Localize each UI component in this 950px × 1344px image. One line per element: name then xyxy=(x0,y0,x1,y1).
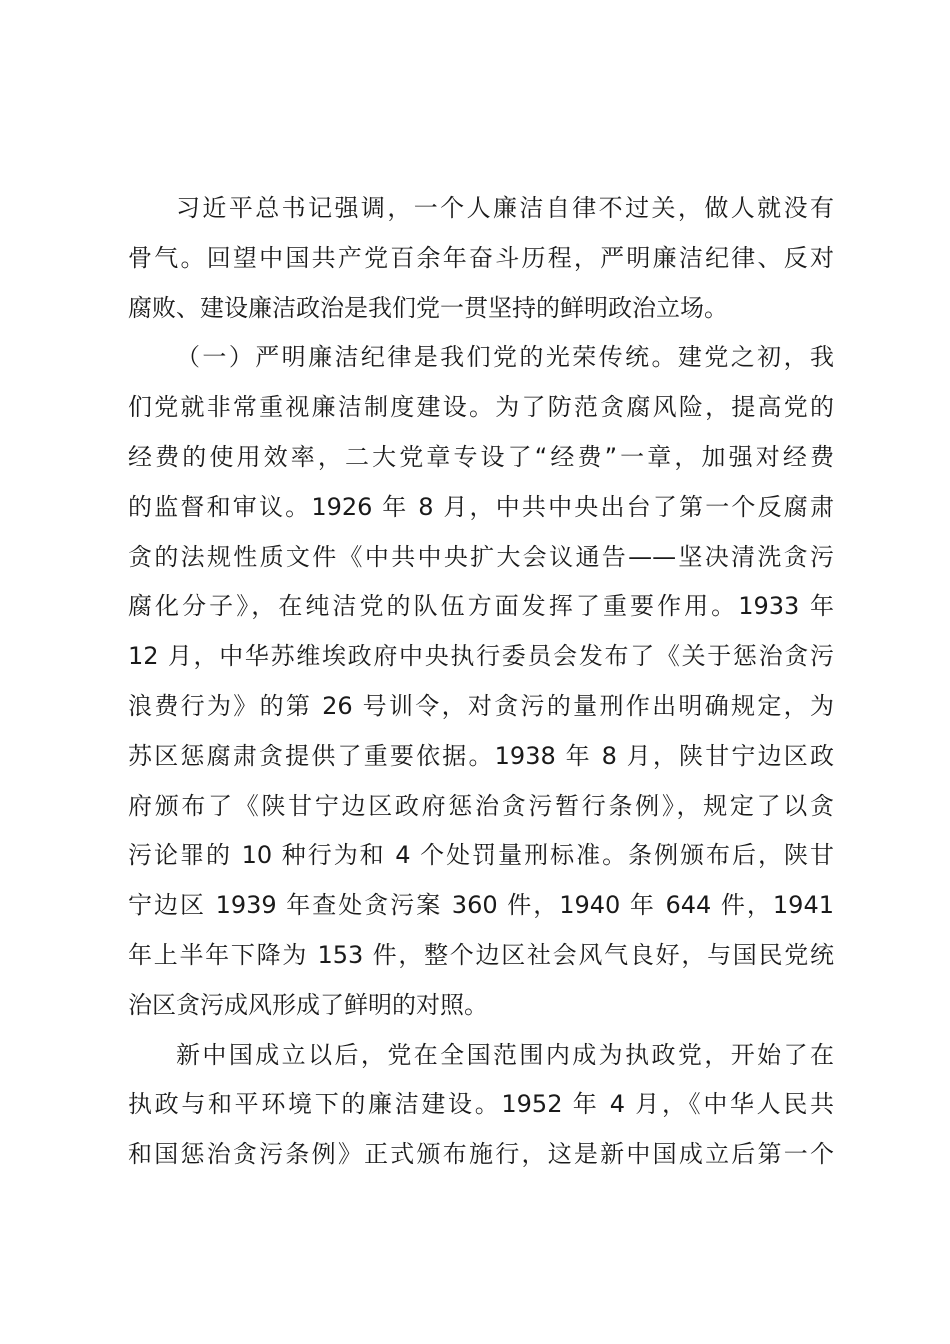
text-line: 经费的使用效率，二大党章专设了“经费”一章，加强对经费 xyxy=(128,442,834,471)
text-line: 和国惩治贪污条例》正式颁布施行，这是新中国成立后第一个 xyxy=(128,1140,834,1169)
text-line: 府颁布了《陕甘宁边区政府惩治贪污暂行条例》，规定了以贪 xyxy=(128,791,834,820)
text-line: 苏区惩腐肃贪提供了重要依据。1938 年 8 月，陕甘宁边区政 xyxy=(128,741,834,770)
text-line: 执政与和平环境下的廉洁建设。1952 年 4 月，《中华人民共 xyxy=(128,1090,834,1119)
text-line: 新中国成立以后，党在全国范围内成为执政党，开始了在 xyxy=(176,1040,834,1069)
paragraph-3 xyxy=(128,1031,834,1180)
text-line: 治区贪污成风形成了鲜明的对照。 xyxy=(128,990,488,1019)
paragraph-2 xyxy=(128,333,834,1030)
paragraph-1 xyxy=(128,184,834,333)
text-line: 腐败、建设廉洁政治是我们党一贯坚持的鲜明政治立场。 xyxy=(128,293,728,322)
text-line: 的监督和审议。1926 年 8 月，中共中央出台了第一个反腐肃 xyxy=(128,492,834,521)
text-line: 宁边区 1939 年查处贪污案 360 件，1940 年 644 件，1941 xyxy=(128,891,834,920)
text-line: （一）严明廉洁纪律是我们党的光荣传统。建党之初，我 xyxy=(176,343,834,372)
text-line: 年上半年下降为 153 件，整个边区社会风气良好，与国民党统 xyxy=(128,940,834,969)
document-body xyxy=(128,184,834,1180)
text-line: 骨气。回望中国共产党百余年奋斗历程，严明廉洁纪律、反对 xyxy=(128,243,834,272)
text-line: 腐化分子》，在纯洁党的队伍方面发挥了重要作用。1933 年 xyxy=(128,592,834,621)
text-line: 浪费行为》的第 26 号训令，对贪污的量刑作出明确规定，为 xyxy=(128,691,834,720)
text-line: 贪的法规性质文件《中共中央扩大会议通告——坚决清洗贪污 xyxy=(128,542,834,571)
text-line: 习近平总书记强调，一个人廉洁自律不过关，做人就没有 xyxy=(176,194,834,222)
text-line: 12 月，中华苏维埃政府中央执行委员会发布了《关于惩治贪污 xyxy=(128,642,834,671)
text-line: 污论罪的 10 种行为和 4 个处罚量刑标准。条例颁布后，陕甘 xyxy=(128,841,834,870)
text-line: 们党就非常重视廉洁制度建设。为了防范贪腐风险，提高党的 xyxy=(128,393,834,422)
